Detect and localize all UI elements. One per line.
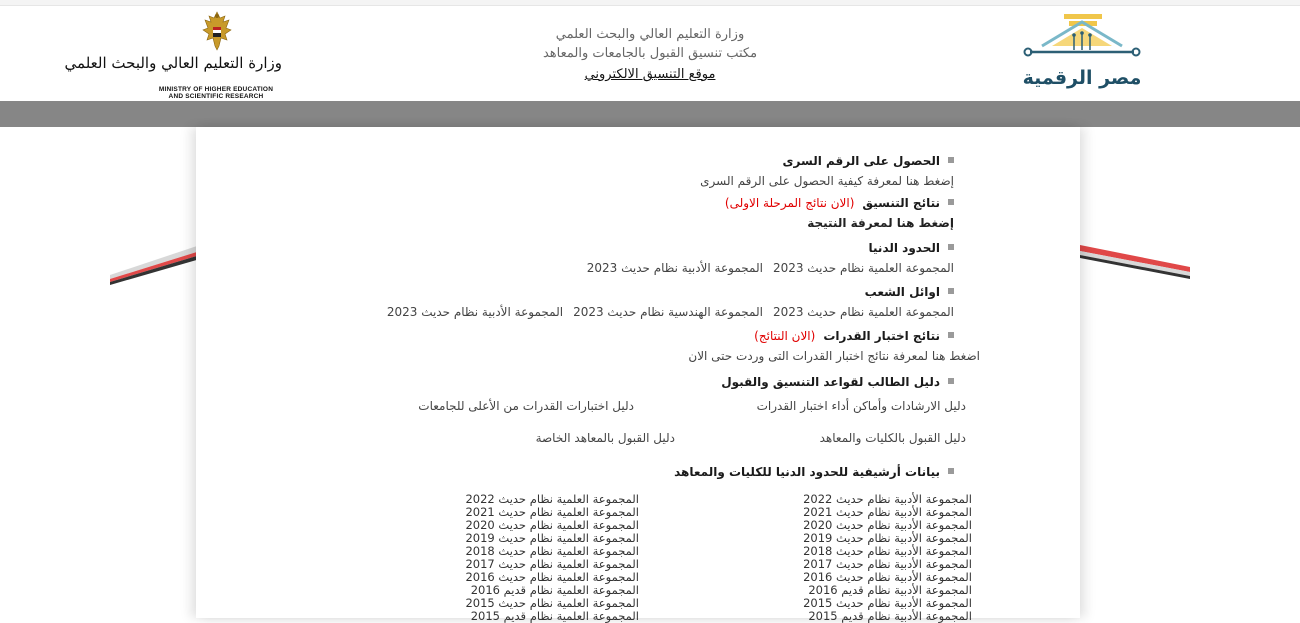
eagle-emblem-icon [202,10,232,52]
section-secret-number [700,153,954,190]
digital-egypt-brand: مصر الرقمية [1022,67,1142,89]
archive-scientific-link[interactable]: المجموعة العلمية نظام حديث 2018 [465,544,639,558]
archive-literary-link[interactable]: المجموعة الأدبية نظام حديث 2020 [803,518,972,532]
min-limits-scientific-link[interactable]: المجموعة العلمية نظام حديث 2023 [772,261,954,275]
archive-scientific-link[interactable]: المجموعة العلمية نظام حديث 2020 [465,518,639,532]
archive-literary-link[interactable]: المجموعة الأدبية نظام حديث 2021 [803,505,972,519]
aptitude-results-link[interactable]: اضغط هنا لمعرفة نتائج اختبار القدرات التى وردت حتى الان [688,349,980,363]
guide-private-institutes-link[interactable]: دليل القبول بالمعاهد الخاصة [535,431,675,445]
archive-literary-link[interactable]: المجموعة الأدبية نظام قديم 2016 [808,583,972,597]
section-min-limits [577,240,954,276]
header-divider-bar [0,101,1300,127]
top-students-literary-link[interactable]: المجموعة الأدبية نظام حديث 2023 [386,305,564,319]
min-limits-literary-link[interactable]: المجموعة الأدبية نظام حديث 2023 [586,261,763,275]
section-title: بيانات أرشيفية للحدود الدنيا للكليات والمعاهد [674,465,940,479]
section-title: نتائج التنسيق [862,196,940,210]
archive-scientific-link[interactable]: المجموعة العلمية نظام حديث 2022 [465,492,639,506]
archive-scientific-link[interactable]: المجموعة العلمية نظام حديث 2021 [465,505,639,519]
bullet-icon [948,378,954,384]
guide-aptitude-locations-link[interactable]: دليل الارشادات وأماكن أداء اختبار القدرات [756,399,966,413]
results-status-note: (الان نتائج المرحلة الاولى) [724,196,855,210]
section-top-students [377,284,954,320]
bullet-icon [948,199,954,205]
ministry-arabic-name: وزارة التعليم العالي والبحث العلمي [64,54,282,72]
header-office-line: مكتب تنسيق القبول بالجامعات والمعاهد [542,46,758,61]
archive-literary-link[interactable]: المجموعة الأدبية نظام حديث 2015 [803,596,972,610]
header-title-block [500,25,800,82]
section-title: الحصول على الرقم السرى [782,154,940,168]
archive-scientific-link[interactable]: المجموعة العلمية نظام حديث 2016 [465,570,639,584]
secret-number-link[interactable]: إضغط هنا لمعرفة كيفية الحصول على الرقم السرى [700,174,954,188]
guide-aptitude-tests-link[interactable]: دليل اختبارات القدرات من الأعلى للجامعات [418,399,634,413]
archive-literary-link[interactable]: المجموعة الأدبية نظام حديث 2016 [803,570,972,584]
digital-egypt-logo[interactable] [1022,12,1142,98]
section-title: دليل الطالب لقواعد التنسيق والقبول [721,375,940,389]
archive-scientific-link[interactable]: المجموعة العلمية نظام حديث 2015 [465,596,639,610]
archive-scientific-link[interactable]: المجموعة العلمية نظام حديث 2019 [465,531,639,545]
bullet-icon [948,244,954,250]
section-title: اوائل الشعب [864,285,940,299]
ministry-english-line1: MINISTRY OF HIGHER EDUCATION [158,86,274,93]
archive-scientific-link[interactable]: المجموعة العلمية نظام حديث 2017 [465,557,639,571]
archive-literary-link[interactable]: المجموعة الأدبية نظام حديث 2018 [803,544,972,558]
content-panel [196,127,1080,623]
header-ministry-line: وزارة التعليم العالي والبحث العلمي [555,27,745,42]
section-title: الحدود الدنيا [868,241,940,255]
top-students-scientific-link[interactable]: المجموعة العلمية نظام حديث 2023 [772,305,954,319]
archive-literary-link[interactable]: المجموعة الأدبية نظام حديث 2017 [803,557,972,571]
bullet-icon [948,468,954,474]
digital-egypt-icon [1022,12,1142,68]
site-header [0,6,1300,101]
bullet-icon [948,332,954,338]
aptitude-status-note: (الان النتائج) [754,329,816,343]
archive-literary-list [803,493,972,623]
archive-scientific-link[interactable]: المجموعة العلمية نظام قديم 2016 [470,583,639,597]
archive-scientific-link[interactable]: المجموعة العلمية نظام قديم 2015 [470,609,639,623]
section-aptitude [688,328,980,365]
archive-literary-link[interactable]: المجموعة الأدبية نظام قديم 2015 [808,609,972,623]
section-student-guide [721,374,954,391]
archive-literary-link[interactable]: المجموعة الأدبية نظام حديث 2019 [803,531,972,545]
archive-literary-link[interactable]: المجموعة الأدبية نظام حديث 2022 [803,492,972,506]
top-students-engineering-link[interactable]: المجموعة الهندسية نظام حديث 2023 [573,305,763,319]
section-results [725,195,954,232]
ministry-logo[interactable] [64,10,282,100]
guide-colleges-admission-link[interactable]: دليل القبول بالكليات والمعاهد [819,431,966,445]
section-title: نتائج اختبار القدرات [823,329,940,343]
ministry-english-line2: AND SCIENTIFIC RESEARCH [168,93,264,100]
section-archive [674,464,954,481]
site-home-link[interactable]: موقع التنسيق الالكتروني [584,67,716,82]
results-link[interactable]: إضغط هنا لمعرفة النتيجة [807,216,954,230]
archive-scientific-list [465,493,639,623]
bullet-icon [948,157,954,163]
bullet-icon [948,288,954,294]
